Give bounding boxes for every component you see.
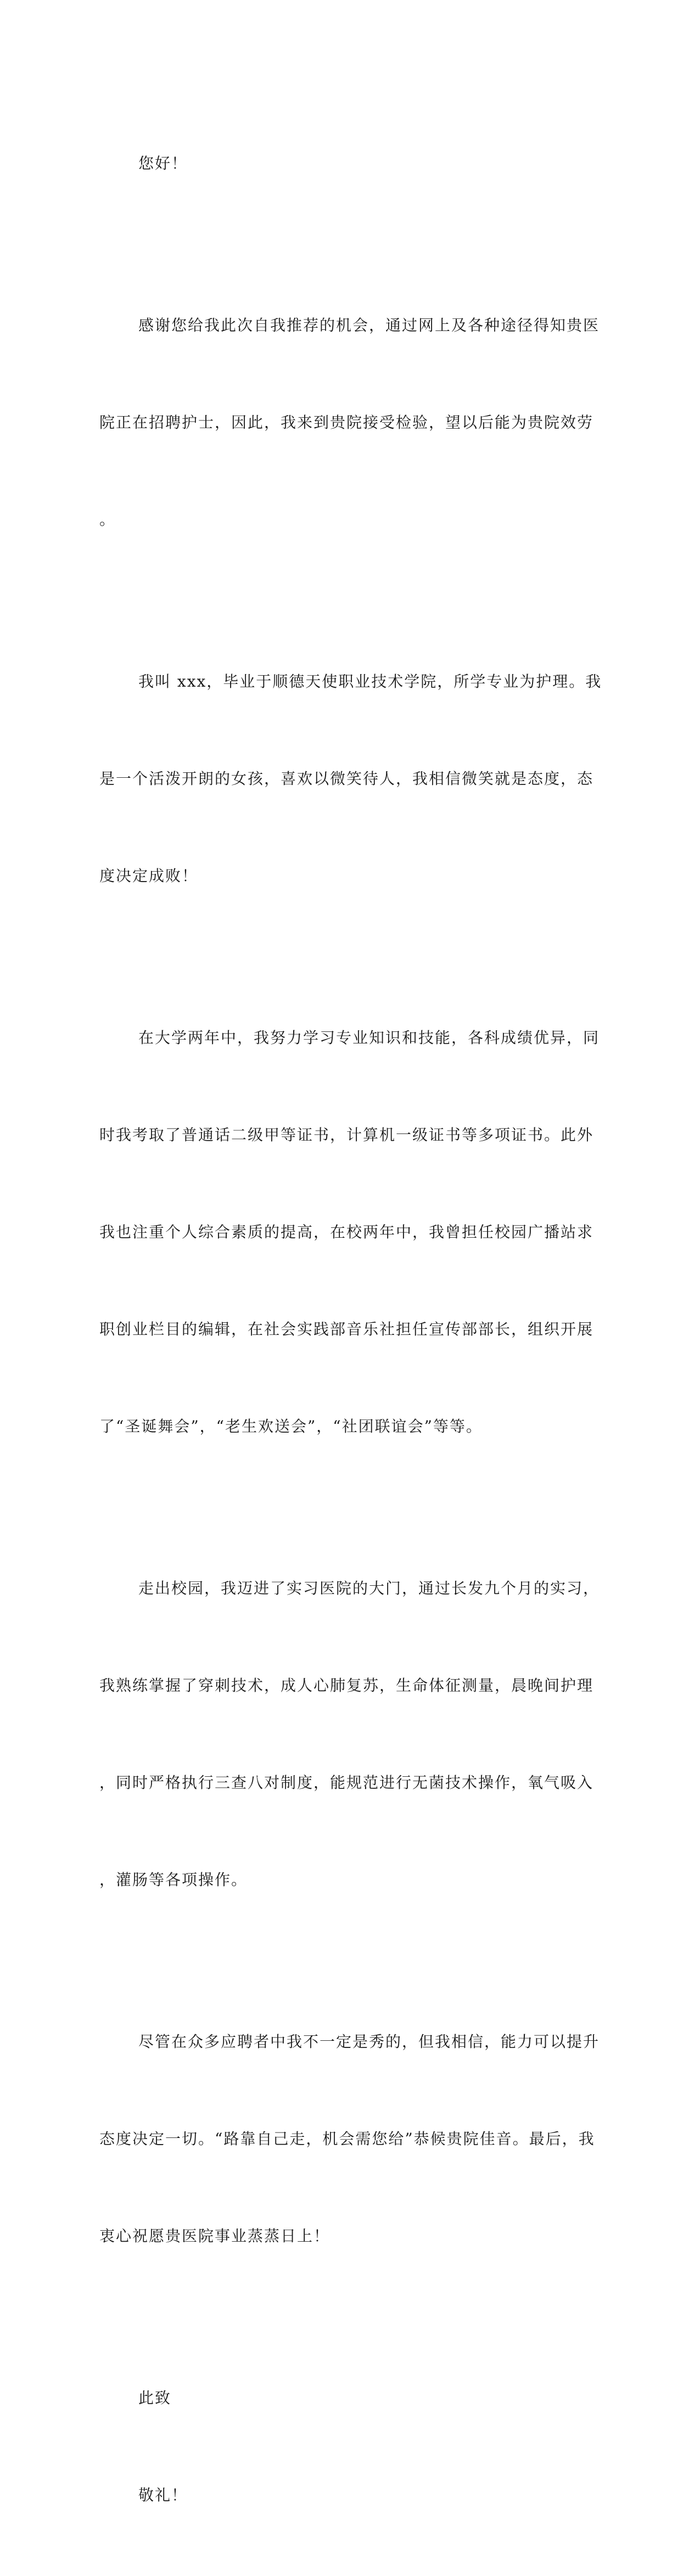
- text-line: 时我考取了普通话二级甲等证书，计算机一级证书等多项证书。此外: [99, 1126, 594, 1144]
- closing-line-2: 敬礼！: [138, 2486, 188, 2504]
- greeting: [99, 82, 566, 244]
- closing-salutation: [99, 2317, 566, 2576]
- text-line: 了“圣诞舞会”，“老生欢送会”，“社团联谊会”等等。: [99, 1417, 483, 1435]
- letter-body: [99, 82, 602, 2576]
- paragraph-internship: [99, 1507, 600, 1961]
- text-line: 衷心祝愿贵医院事业蒸蒸日上！: [99, 2227, 331, 2245]
- text-line: 走出校园，我迈进了实习医院的大门，通过长发九个月的实习，: [138, 1579, 600, 1597]
- text-line: 院正在招聘护士，因此，我来到贵院接受检验，望以后能为贵院效劳: [99, 413, 594, 431]
- text-line: 我熟练掌握了穿刺技术，成人心肺复苏，生命体征测量，晨晚间护理: [99, 1676, 594, 1694]
- greeting-line: 您好！: [138, 154, 188, 172]
- text-line: 度决定成败！: [99, 867, 199, 885]
- text-line: 我也注重个人综合素质的提高，在校两年中，我曾担任校园广播站求: [99, 1223, 594, 1241]
- text-line: 。: [99, 510, 116, 529]
- text-line: 在大学两年中，我努力学习专业知识和技能，各科成绩优异，同: [138, 1029, 600, 1047]
- paragraph-university: [99, 957, 600, 1507]
- text-line: 感谢您给我此次自我推荐的机会，通过网上及各种途径得知贵医: [138, 316, 600, 334]
- text-line: 我叫 xxx，毕业于顺德天使职业技术学院，所学专业为护理。我: [138, 672, 602, 691]
- text-line: 尽管在众多应聘者中我不一定是秀的，但我相信，能力可以提升: [138, 2033, 600, 2051]
- paragraph-thanks: [99, 244, 600, 600]
- text-line: 是一个活泼开朗的女孩，喜欢以微笑待人，我相信微笑就是态度，态: [99, 770, 594, 788]
- closing-line-1: 此致: [138, 2389, 172, 2407]
- text-line: ，灌肠等各项操作。: [99, 1871, 248, 1889]
- text-line: ，同时严格执行三查八对制度，能规范进行无菌技术操作，氧气吸入: [99, 1774, 594, 1792]
- paragraph-conclusion: [99, 1961, 600, 2317]
- text-line: 职创业栏目的编辑，在社会实践部音乐社担任宣传部部长，组织开展: [99, 1320, 594, 1338]
- text-line: 态度决定一切。“路靠自己走，机会需您给”恭候贵院佳音。最后，我: [99, 2130, 595, 2148]
- paragraph-intro: [99, 600, 602, 957]
